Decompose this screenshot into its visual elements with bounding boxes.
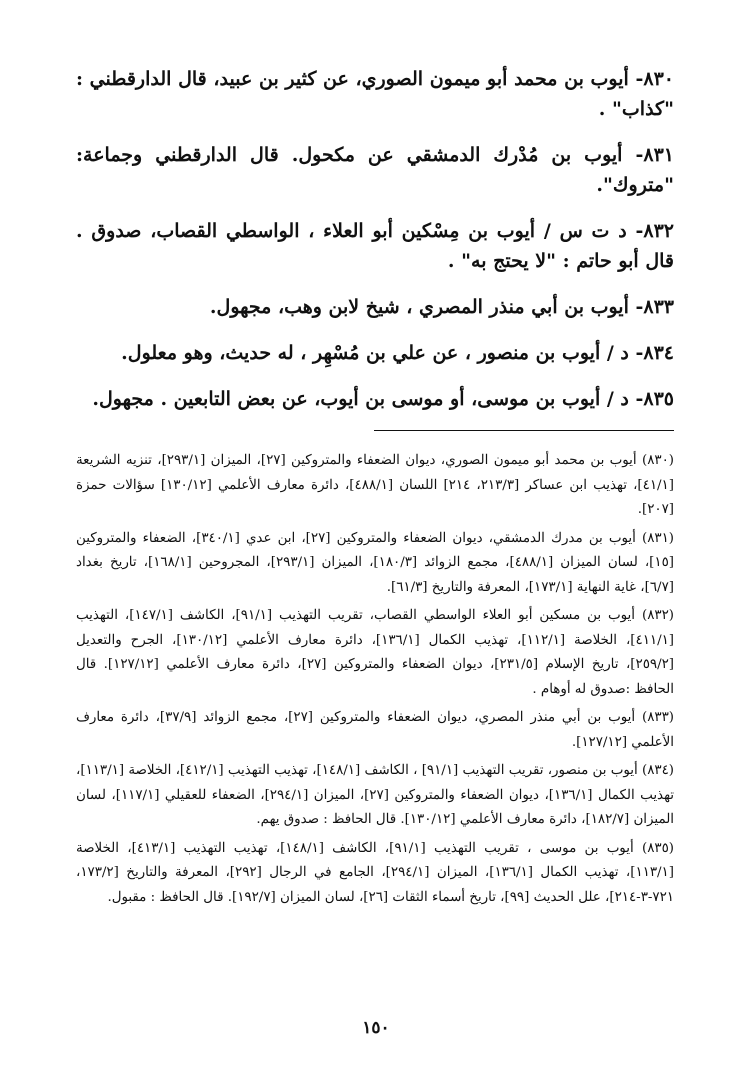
footnote-831: (٨٣١) أيوب بن مدرك الدمشقي، ديوان الضعفاء والمتروكين [٢٧]، ابن عدي [٣٤٠/١]، الضعفاء والمتروكين [١٥]، لسان الميزان [٤٨٨/١]، مجمع الزوائد [١٨٠/٣]، الميزان [٢٩٣/١]، المجروحين [١٦٨/١]، تاريخ بغداد [٦/٧]، غاية النهاية [١٧٣/١]، المعرفة والتاريخ [٦١/٣].	[76, 530, 675, 595]
footnote-832: (٨٣٢) أيوب بن مسكين أبو العلاء الواسطي القصاب، تقريب التهذيب [٩١/١]، الكاشف [١٤٧/١]، التهذيب [٤١١/١]، الخلاصة [١١٢/١]، تهذيب الكمال [١٣٦/١]، دائرة معارف الأعلمي [١٣٠/١٢]، الجرح والتعديل [٢٥٩/٢]، تاريخ الإسلام [٢٣١/٥]، ديوان الضعفاء والمتروكين [٢٧]، دائرة معارف الأعلمي [١٢٧/١٢]. قال الحافظ :صدوق له أوهام .	[76, 608, 675, 697]
entry-number: ٨٣٠-	[635, 68, 674, 90]
entries-list	[76, 64, 674, 414]
entry-834	[76, 338, 674, 368]
entry-number: ٨٣٣-	[635, 296, 674, 318]
footnote-834: (٨٣٤) أيوب بن منصور، تقريب التهذيب [٩١/١] ، الكاشف [١٤٨/١]، تهذيب التهذيب [٤١٢/١]، الخلاصة [١١٣/١]، تهذيب الكمال [١٣٦/١]، ديوان الضعفاء والمتروكين [٢٧]، الميزان [٢٩٤/١]، الضعفاء للعقيلي [١١٧/١]، لسان الميزان [١٨٢/٧]، دائرة معارف الأعلمي [١٣٠/١٢]. قال الحافظ : صدوق يهم.	[76, 763, 674, 827]
page-number: ١٥٠	[362, 1018, 390, 1038]
entry-text: أيوب بن أبي منذر المصري ، شيخ لابن وهب، مجهول.	[209, 296, 636, 318]
entry-number: ٨٣٢-	[635, 220, 674, 242]
entry-text: أيوب بن محمد أبو ميمون الصوري، عن كثير بن عبيد، قال الدارقطني : "كذاب" .	[76, 68, 674, 120]
entry-833	[76, 292, 674, 322]
entry-text: د / أيوب بن موسى، أو موسى بن أيوب، عن بعض التابعين . مجهول.	[92, 388, 636, 410]
entry-832	[76, 216, 674, 276]
entry-number: ٨٣١-	[635, 144, 674, 166]
entry-text: د / أيوب بن منصور ، عن علي بن مُسْهِر ، له حديث، وهو معلول.	[121, 342, 636, 364]
entry-text: د ت س / أيوب بن مِسْكين أبو العلاء ، الواسطي القصاب، صدوق . قال أبو حاتم : "لا يحتج به" .	[76, 220, 674, 272]
entry-835	[76, 384, 674, 414]
entry-text: أيوب بن مُدْرك الدمشقي عن مكحول. قال الدارقطني وجماعة: "متروك".	[76, 144, 674, 196]
entry-830	[76, 64, 674, 124]
footnote-835: (٨٣٥) أيوب بن موسى ، تقريب التهذيب [٩١/١]، الكاشف [١٤٨/١]، تهذيب التهذيب [٤١٣/١]، الخلاصة [١١٣/١]، تهذيب الكمال [١٣٦/١]، الميزان [٢٩٤/١]، الجامع في الرجال [٢٩٢]، المعرفة والتاريخ [١٧٣/٢، ٧٢١-٣-٢١٤]، علل الحديث [٩٩]، تاريخ أسماء الثقات [٢٦]، لسان الميزان [١٩٢/٧]. قال الحافظ : مقبول.	[76, 840, 674, 905]
footnotes-section	[76, 449, 674, 910]
footnote-divider	[76, 430, 674, 431]
footnote-833: (٨٣٣) أيوب بن أبي منذر المصري، ديوان الضعفاء والمتروكين [٢٧]، مجمع الزوائد [٣٧/٩]، دائرة معارف الأعلمي [١٢٧/١٢].	[76, 710, 674, 750]
entry-831	[76, 140, 674, 200]
footnote-830: (٨٣٠) أيوب بن محمد أبو ميمون الصوري، ديوان الضعفاء والمتروكين [٢٧]، الميزان [٢٩٣/١]، تنزيه الشريعة [٤١/١]، تهذيب ابن عساكر [٢١٣/٣، ٢١٤] اللسان [٤٨٨/١]، دائرة معارف الأعلمي [١٣٠/١٢] سؤالات حمزة [٢٠٧].	[76, 453, 674, 517]
entry-number: ٨٣٤-	[635, 342, 674, 364]
entry-number: ٨٣٥-	[635, 388, 674, 410]
divider-line	[374, 430, 674, 431]
